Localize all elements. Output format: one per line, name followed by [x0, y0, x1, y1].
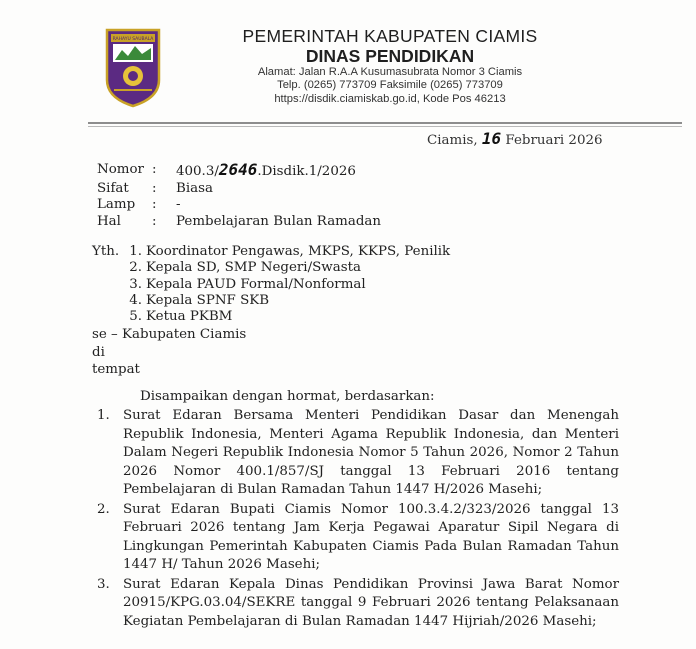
meta-colon: :	[152, 162, 157, 177]
reference-text: Surat Edaran Kepala Dinas Pendidikan Provinsi Jawa Barat Nomor 20915/KPG.03.04/SEKRE tanggal 9 Februari 2026 tentang Pelaksanaan Kegiatan Pembelajaran di Bulan Ramadan 1447 Hijriah/2026 Masehi;	[123, 576, 619, 629]
meta-key: Sifat	[97, 180, 129, 196]
recipient-text: Kepala SPNF SKB	[146, 292, 270, 308]
meta-colon: :	[152, 180, 157, 196]
recipient-text: Kepala SD, SMP Negeri/Swasta	[146, 260, 361, 276]
meta-key: Hal	[97, 213, 121, 229]
svg-text:RAHAYU SAUBALA: RAHAYU SAUBALA	[112, 37, 154, 42]
meta-value: -	[176, 197, 181, 213]
recipient-text: Ketua PKBM	[146, 309, 233, 325]
reference-number: 2.	[97, 501, 110, 517]
recipient-item	[92, 277, 450, 293]
reference-item	[97, 407, 619, 500]
recipient-item	[92, 293, 450, 309]
letter-date	[427, 129, 603, 148]
government-name: PEMERINTAH KABUPATEN CIAMIS	[242, 26, 538, 46]
date-city: Ciamis,	[427, 133, 478, 148]
letter-intro: Disampaikan dengan hormat, berdasarkan:	[140, 389, 435, 404]
reference-number: 3.	[97, 576, 110, 592]
meta-row-sifat	[97, 181, 381, 198]
number-prefix: 400.3/	[176, 164, 219, 179]
reference-text: Surat Edaran Bersama Menteri Pendidikan Dasar dan Menengah Republik Indonesia, Menteri Agama Republik Indonesia, dan Menteri Dalam Negeri Republik Indonesia Nomor 5 Tahun 2026, Nomor 2 Tahun 2026 Nomor 400.1/857/SJ tanggal 13 Februari 2016 tentang Pembelajaran di Bulan Ramadan Tahun 1447 H/2026 Masehi;	[123, 408, 619, 497]
meta-row-nomor	[97, 162, 381, 181]
meta-value: Pembelajaran Bulan Ramadan	[176, 213, 382, 229]
meta-value: Biasa	[176, 180, 213, 196]
date-day-handwritten: 16	[481, 129, 502, 148]
reference-number: 1.	[97, 408, 110, 423]
address-line: Alamat: Jalan R.A.A Kusumasubrata Nomor 3 Ciamis	[257, 66, 523, 78]
recipient-number: 1.	[129, 244, 142, 259]
recipient-tempat: tempat	[92, 362, 140, 377]
recipient-region: se – Kabupaten Ciamis	[92, 327, 247, 342]
header-divider-thick	[88, 122, 682, 124]
website-line: https://disdik.ciamiskab.go.id, Kode Pos 46213	[274, 92, 506, 105]
meta-key: Lamp	[97, 197, 136, 213]
recipient-prefix: Yth.	[92, 244, 120, 259]
recipient-di: di	[92, 344, 105, 360]
recipient-item	[92, 244, 450, 260]
recipient-number: 5.	[129, 309, 142, 325]
meta-colon: :	[152, 197, 157, 213]
meta-row-hal	[97, 214, 381, 231]
meta-row-lamp	[97, 197, 381, 214]
letterhead	[190, 26, 590, 106]
meta-value	[176, 162, 356, 181]
number-suffix: .Disdik.1/2026	[257, 164, 356, 179]
number-handwritten: 2646	[218, 160, 258, 179]
recipient-text: Koordinator Pengawas, MKPS, KKPS, Penilik	[146, 244, 451, 259]
meta-colon: :	[152, 213, 157, 229]
meta-key: Nomor	[97, 162, 144, 177]
date-month-year: Februari 2026	[505, 133, 603, 148]
reference-text: Surat Edaran Bupati Ciamis Nomor 100.3.4.2/323/2026 tanggal 13 Februari 2026 tentang Jam Kerja Pegawai Aparatur Sipil Negara di Lingkungan Pemerintah Kabupaten Ciamis Pada Bulan Ramadan Tahun 1447 H/ Tahun 2026 Masehi;	[123, 501, 619, 572]
recipient-number: 2.	[129, 260, 142, 276]
reference-item	[97, 501, 619, 575]
reference-list	[97, 407, 619, 632]
recipient-list	[92, 244, 450, 325]
phone-line: Telp. (0265) 773709 Faksimile (0265) 773709	[277, 79, 503, 92]
header-divider-thin	[88, 126, 682, 127]
recipient-number: 4.	[129, 292, 142, 308]
recipient-number: 3.	[129, 276, 142, 292]
letter-meta	[97, 162, 381, 230]
recipient-text: Kepala PAUD Formal/Nonformal	[146, 276, 366, 292]
reference-item	[97, 576, 619, 632]
ciamis-regency-logo	[104, 24, 162, 108]
recipient-location	[92, 326, 246, 379]
recipient-item	[92, 309, 450, 325]
recipient-item	[92, 260, 450, 276]
agency-name: DINAS PENDIDIKAN	[305, 46, 475, 66]
